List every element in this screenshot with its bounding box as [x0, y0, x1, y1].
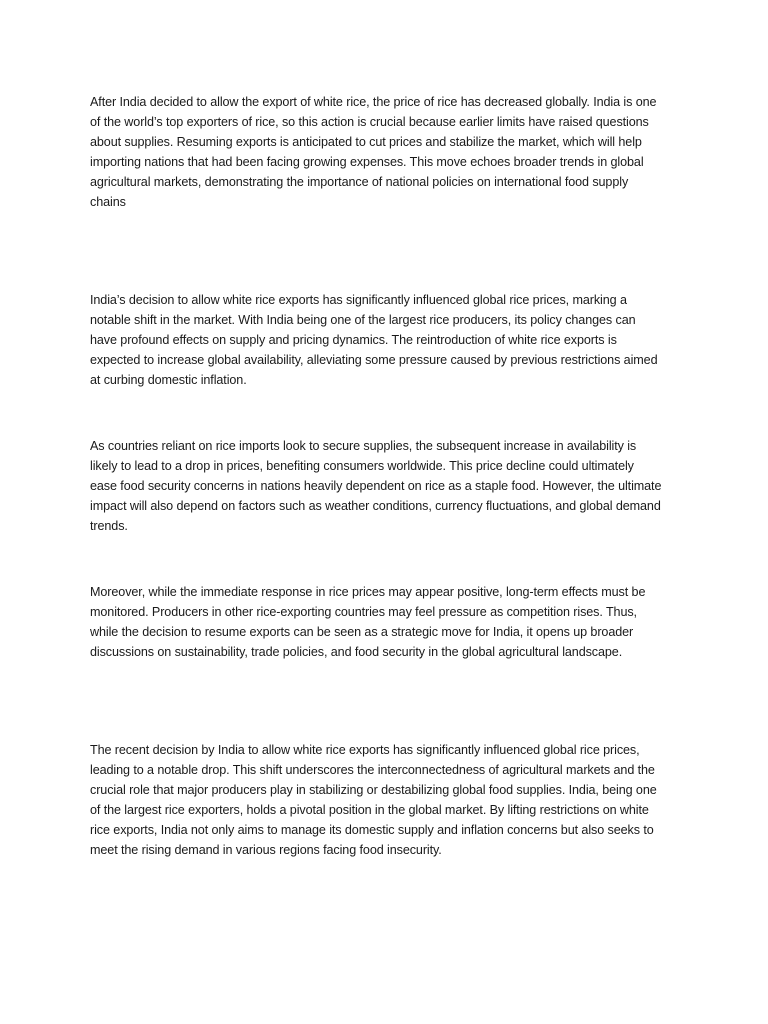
paragraph-5: The recent decision by India to allow white rice exports has significantly influenced global rice prices, leading to a notable drop. This shift underscores the interconnectedness of agricultural markets and the crucial role that major producers play in stabilizing or destabilizing global food supplies. India, being one of the largest rice exporters, holds a pivotal position in the global market. By lifting restrictions on white rice exports, India not only aims to manage its domestic supply and inflation concerns but also seeks to meet the rising demand in various regions facing food insecurity.: [90, 743, 657, 857]
paragraph-1: After India decided to allow the export of white rice, the price of rice has decreased globally. India is one of the world’s top exporters of rice, so this action is crucial because earlier limits have raised questions about supplies. Resuming exports is anticipated to cut prices and stabilize the market, which will help importing nations that had been facing growing expenses. This move echoes broader trends in global agricultural markets, demonstrating the importance of national policies on international food supply chains: [90, 95, 657, 209]
paragraph-4: Moreover, while the immediate response in rice prices may appear positive, long-term effects must be monitored. Producers in other rice-exporting countries may feel pressure as competition rises. Thus, while the decision to resume exports can be seen as a strategic move for India, it opens up broader discussions on sustainability, trade policies, and food security in the global agricultural landscape.: [90, 585, 646, 659]
paragraph-2: India’s decision to allow white rice exports has significantly influenced global rice prices, marking a notable shift in the market. With India being one of the largest rice producers, its policy changes can have profound effects on supply and pricing dynamics. The reintroduction of white rice exports is expected to increase global availability, alleviating some pressure caused by previous restrictions aimed at curbing domestic inflation.: [90, 293, 658, 387]
paragraph-3: As countries reliant on rice imports look to secure supplies, the subsequent increase in availability is likely to lead to a drop in prices, benefiting consumers worldwide. This price decline could ultimately ease food security concerns in nations heavily dependent on rice as a staple food. However, the ultimate impact will also depend on factors such as weather conditions, currency fluctuations, and global demand trends.: [90, 439, 662, 533]
